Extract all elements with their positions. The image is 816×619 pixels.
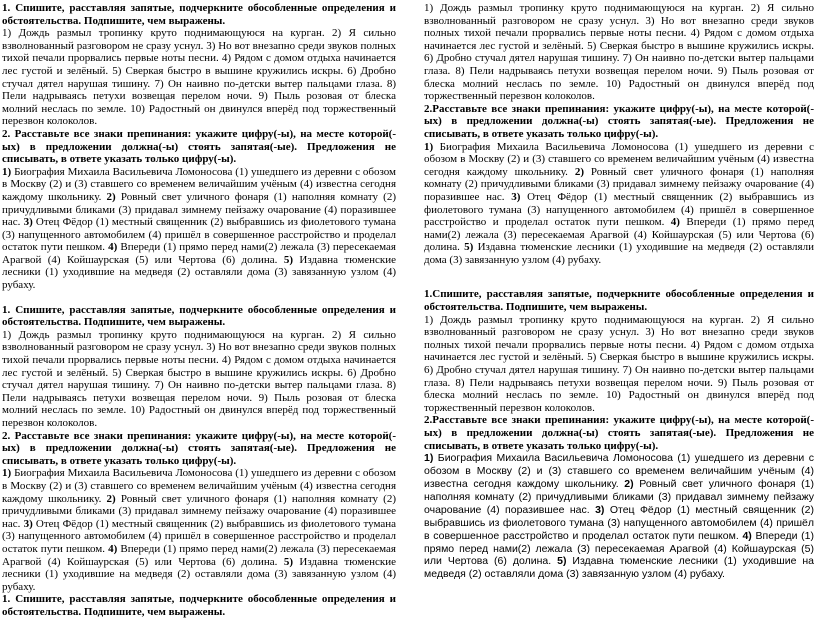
item-text: Биография Михаила Васильевича Ломоносова (1) ушедшего из деревни с обозом в Москву (2) и (3) ставшего со временем величайшим учёным (4) известна сегодня каждому школьнику. xyxy=(2,165,396,203)
item-number: 4) xyxy=(670,216,680,229)
item-text: Отец Фёдор (1) местный священник (2) выбравшись из фиолетового тумана (3) напущенного автомобилем (4) пришёл в совершенное расстройство и проделал остаток пути пешком. xyxy=(424,190,814,229)
task1-text: 1) Дождь размыл тропинку круто поднимающуюся на курган. 2) Я сильно взволнованный разговором не сразу уснул. 3) Но вот внезапно среди звуков полных тихой печали прорвались первые ноты песни. 4) Рядом с домом отдыха начинается лес густой и зелёный. 5) Сверкая быстро в вышине кружились искры. 6) Дробно стучал дятел нарушая тишину. 7) Он наивно по-детски вытер пальцами глаза. 8) Пели надрываясь петухи возвещая перелом ночи. 9) Пыль розовая от блеска молний неслась по земле. 10) Радостный он двинулся вперёд под торжественный перезвон колоколов. xyxy=(2,27,396,128)
item-number: 2) xyxy=(106,492,116,505)
item-number: 2) xyxy=(106,190,116,203)
item-text: Впереди (1) прямо перед нами(2) лежала (3) пересекаемая Арагвой (4) Койшаурская (5) или Чертова (6) долина. xyxy=(424,216,814,254)
item-number: 3) xyxy=(595,503,605,516)
item-text: Биография Михаила Васильевича Ломоносова (1) ушедшего из деревни с обозом в Москву (2) и (3) ставшего со временем величайшим учёным (4) известна сегодня каждому школьнику. xyxy=(424,140,814,178)
item-text: Издавна тюменские лесники (1) уходившие на медведя (2) оставляли дома (3) завязанную узлом (4) рубаху. xyxy=(2,253,396,292)
right-copy-2 xyxy=(424,288,814,581)
task2-heading: 2. Расставьте все знаки препинания: укажите цифру(-ы), на месте которой(-ых) в предложении должна(-ы) стоять запятая(-ые). Предложения не списывать, в ответе указать только цифру(-ы). xyxy=(2,127,396,166)
spacer xyxy=(424,266,814,288)
task2-sentences xyxy=(424,452,814,581)
task2-sentences xyxy=(2,467,396,593)
task1-text: 1) Дождь размыл тропинку круто поднимающуюся на курган. 2) Я сильно взволнованный разговором не сразу уснул. 3) Но вот внезапно среди звуков полных тихой печали прорвались первые ноты песни. 4) Рядом с домом отдыха начинается лес густой и зелёный. 5) Сверкая быстро в вышине кружились искры. 6) Дробно стучал дятел нарушая тишину. 7) Он наивно по-детски вытер пальцами глаза. 8) Пели надрываясь петухи возвещая перелом ночи. 9) Пыль розовая от блеска молний неслась по земле. 10) Радостный он двинулся вперёд под торжественный перезвон колоколов. xyxy=(2,328,396,429)
task1-heading: 1. Спишите, расставляя запятые, подчеркните обособленные определения и обстоятельства. Подпишите, чем выражены. xyxy=(2,2,396,27)
task2-heading: 2.Расставьте все знаки препинания: укажите цифру(-ы), на месте которой(-ых) в предложении должна(-ы) стоять запятая(-ые). Предложения не списывать, в ответе указать только цифру(-ы). xyxy=(424,102,814,140)
task1-text: 1) Дождь размыл тропинку круто поднимающуюся на курган. 2) Я сильно взволнованный разговором не сразу уснул. 3) Но вот внезапно среди звуков полных тихой печали прорвались первые ноты песни. 4) Рядом с домом отдыха начинается лес густой и зелёный. 5) Сверкая быстро в вышине кружились искры. 6) Дробно стучал дятел нарушая тишину. 7) Он наивно по-детски вытер пальцами глаза. 8) Пели надрываясь петухи возвещая перелом ночи. 9) Пыль розовая от блеска молний неслась по земле. 10) Радостный он двинулся вперёд под торжественный перезвон колоколов. xyxy=(424,313,814,414)
task2-sentences xyxy=(424,141,814,267)
left-copy-1 xyxy=(2,2,396,292)
task1-heading: 1. Спишите, расставляя запятые, подчеркните обособленные определения и обстоятельства. Подпишите, чем выражены. xyxy=(2,303,396,329)
left-copy-3 xyxy=(2,593,396,618)
item-number: 3) xyxy=(23,216,33,229)
item-number: 1) xyxy=(2,165,12,178)
item-number: 1) xyxy=(2,467,12,480)
item-number: 4) xyxy=(108,542,118,555)
spacer xyxy=(2,292,396,304)
item-text: Ровный свет уличного фонаря (1) наполняя комнату (2) причудливыми бликами (3) придавал зимнему пейзажу очарование (4) поразившее нас. xyxy=(2,492,396,530)
item-text: Впереди (1) прямо перед нами(2) лежала (3) пересекаемая Арагвой (4) Койшаурская (5) или Чертова (6) долина. xyxy=(2,241,396,266)
task1-heading: 1. Спишите, расставляя запятые, подчеркните обособленные определения и обстоятельства. Подпишите, чем выражены. xyxy=(2,593,396,618)
item-number: 5) xyxy=(464,241,474,254)
item-text: Издавна тюменские лесники (1) уходившие на медведя (2) оставляли дома (3) завязанную узлом (4) рубаху. xyxy=(424,241,814,266)
item-number: 5) xyxy=(557,555,567,568)
task1-heading: 1.Спишите, расставляя запятые, подчеркните обособленные определения и обстоятельства. Подпишите, чем выражены. xyxy=(424,288,814,314)
left-copy-2 xyxy=(2,304,396,594)
item-text: Ровный свет уличного фонаря (1) наполняя комнату (2) причудливыми бликами (3) придавал зимнему пейзажу очарование (4) поразившее нас. xyxy=(424,478,814,516)
item-text: Издавна тюменские лесники (1) уходившие на медведя (2) оставляли дома (3) завязанную узлом (4) рубаху. xyxy=(424,555,815,581)
left-column xyxy=(2,2,397,618)
task2-heading: 2.Расставьте все знаки препинания: укажите цифру(-ы), на месте которой(-ых) в предложении должна(-ы) стоять запятая(-ые). Предложения не списывать, в ответе указать только цифру(-ы). xyxy=(424,414,814,452)
item-number: 4) xyxy=(108,241,118,254)
item-number: 2) xyxy=(624,478,634,490)
item-number: 4) xyxy=(742,529,752,542)
item-number: 3) xyxy=(23,517,33,530)
item-text: Ровный свет уличного фонаря (1) наполняя комнату (2) причудливыми бликами (3) придавал зимнему пейзажу очарование (4) поразившее нас. xyxy=(424,165,814,203)
item-text: Впереди (1) прямо перед нами(2) лежала (3) пересекаемая Арагвой (4) Койшаурская (5) или Чертова (6) долина. xyxy=(424,529,815,568)
item-text: Биография Михаила Васильевича Ломоносова (1) ушедшего из деревни с обозом в Москву (2) и (3) ставшего со временем величайшим учёным (4) известна сегодня каждому школьнику. xyxy=(424,452,814,490)
item-text: Ровный свет уличного фонаря (1) наполняя комнату (2) причудливыми бликами (3) придавал зимнему пейзажу очарование (4) поразившее нас. xyxy=(2,190,396,229)
item-text: Издавна тюменские лесники (1) уходившие на медведя (2) оставляли дома (3) завязанную узлом (4) рубаху. xyxy=(2,555,396,593)
item-number: 5) xyxy=(283,253,293,266)
task2-heading: 2. Расставьте все знаки препинания: укажите цифру(-ы), на месте которой(-ых) в предложении должна(-ы) стоять запятая(-ые). Предложения не списывать, в ответе указать только цифру(-ы). xyxy=(2,429,396,467)
right-copy-1 xyxy=(424,2,814,266)
item-text: Отец Фёдор (1) местный священник (2) выбравшись из фиолетового тумана (3) напущенного автомобилем (4) пришёл в совершенное расстройство и проделал остаток пути пешком. xyxy=(2,517,397,555)
item-number: 1) xyxy=(424,140,434,153)
task2-sentences xyxy=(2,166,396,292)
item-text: Впереди (1) прямо перед нами(2) лежала (3) пересекаемая Арагвой (4) Койшаурская (5) или Чертова (6) долина. xyxy=(2,542,396,568)
item-text: Биография Михаила Васильевича Ломоносова (1) ушедшего из деревни с обозом в Москву (2) и (3) ставшего со временем величайшим учёным (4) известна сегодня каждому школьнику. xyxy=(2,467,396,505)
item-number: 1) xyxy=(424,452,434,465)
item-number: 2) xyxy=(574,165,584,178)
item-text: Отец Фёдор (1) местный священник (2) выбравшись из фиолетового тумана (3) напущенного автомобилем (4) пришёл в совершенное расстройство и проделал остаток пути пешком. xyxy=(2,216,397,254)
item-text: Отец Фёдор (1) местный священник (2) выбравшись из фиолетового тумана (3) напущенного автомобилем (4) пришёл в совершенное расстройство и проделал остаток пути пешком. xyxy=(424,503,814,542)
task1-text: 1) Дождь размыл тропинку круто поднимающуюся на курган. 2) Я сильно взволнованный разговором не сразу уснул. 3) Но вот внезапно среди звуков полных тихой печали прорвались первые ноты песни. 4) Рядом с домом отдыха начинается лес густой и зелёный. 5) Сверкая быстро в вышине кружились искры. 6) Дробно стучал дятел нарушая тишину. 7) Он наивно по-детски вытер пальцами глаза. 8) Пели надрываясь петухи возвещая перелом ночи. 9) Пыль розовая от блеска молний неслась по земле. 10) Радостный он двинулся вперёд под торжественный перезвон колоколов. xyxy=(424,2,814,103)
right-column xyxy=(424,2,814,584)
item-number: 3) xyxy=(511,190,521,203)
item-number: 5) xyxy=(283,555,293,568)
